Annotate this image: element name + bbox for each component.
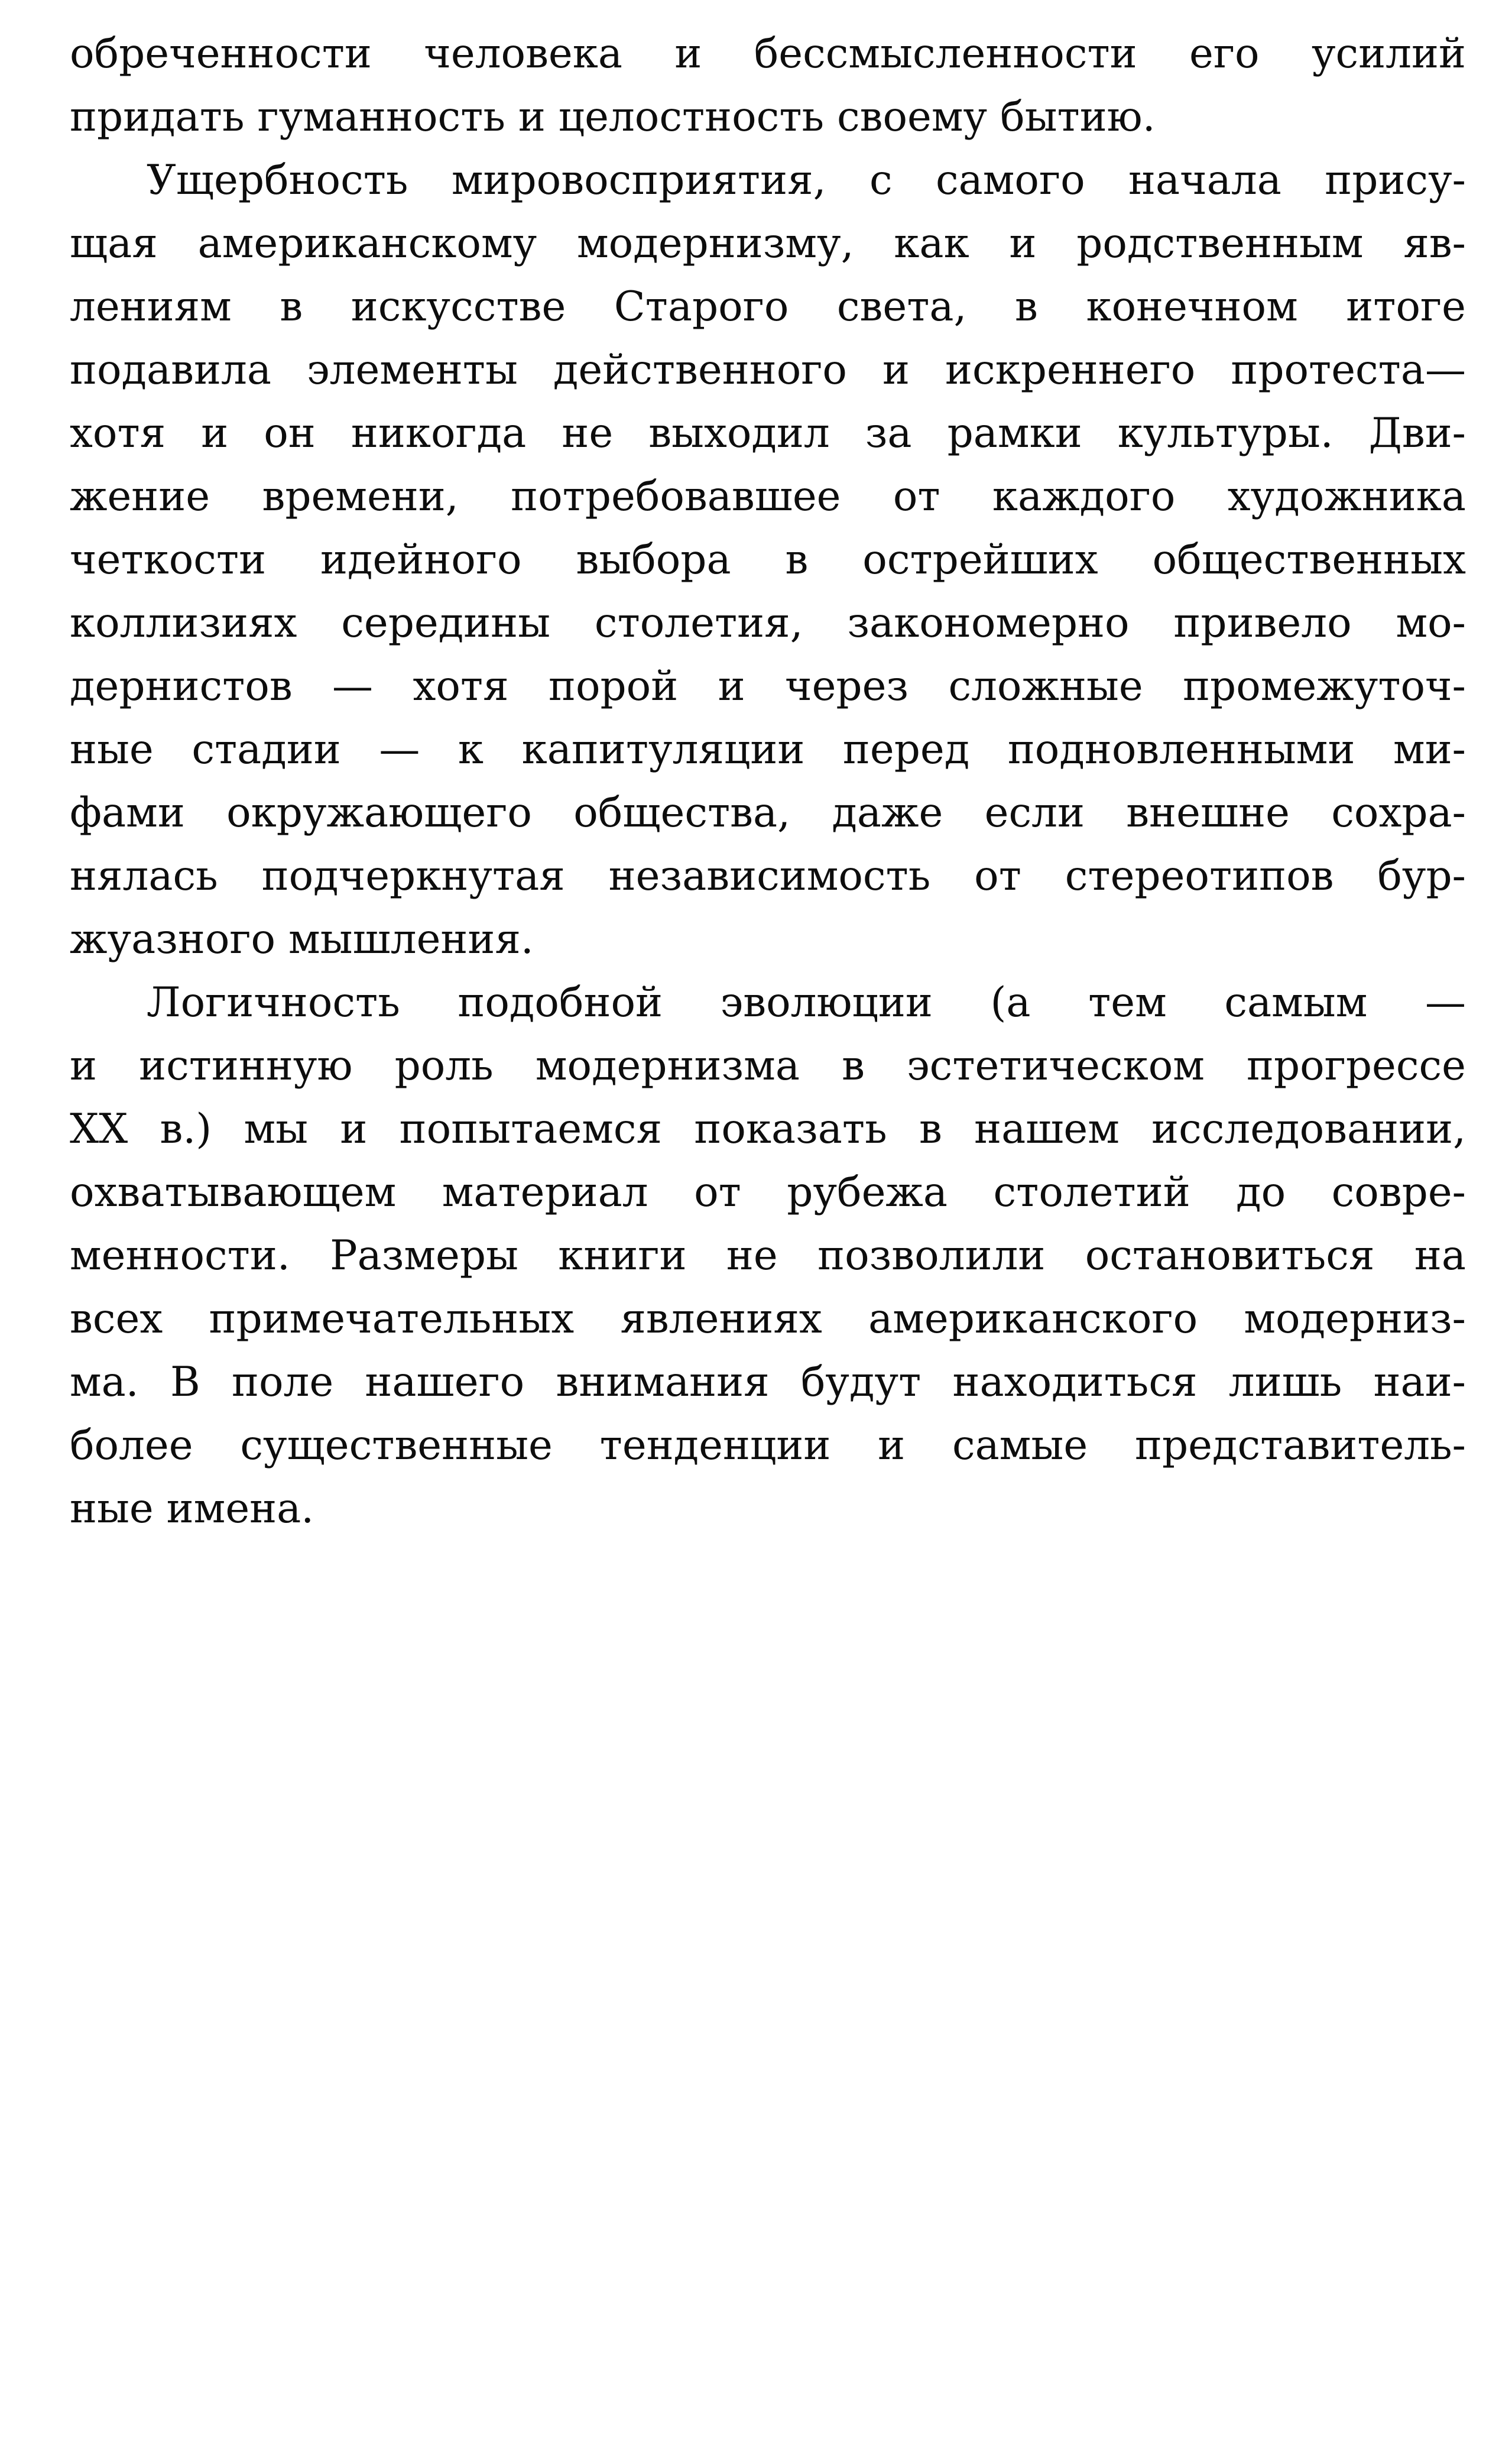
text-line: менности. Размеры книги не позволили остановиться на: [70, 1232, 1466, 1279]
text-line: более существенные тенденции и самые представитель-: [70, 1422, 1466, 1469]
text-line: жуазного мышления.: [70, 916, 534, 963]
text-line: жение времени, потребовавшее от каждого художника: [70, 473, 1466, 520]
text-line: ма. В поле нашего внимания будут находиться лишь наи-: [70, 1359, 1466, 1406]
text-line: Логичность подобной эволюции (а тем самым —: [147, 979, 1466, 1026]
text-line: коллизиях середины столетия, закономерно привело мо-: [70, 599, 1466, 647]
paragraph-1: [70, 22, 1466, 149]
text-line: Ущербность мировосприятия, с самого начала прису-: [147, 157, 1466, 204]
text-line: лениям в искусстве Старого света, в конечном итоге: [70, 283, 1466, 330]
text-line: и истинную роль модернизма в эстетическом прогрессе: [70, 1042, 1466, 1090]
text-line: хотя и он никогда не выходил за рамки культуры. Дви-: [70, 410, 1466, 457]
text-line: придать гуманность и целостность своему бытию.: [70, 93, 1156, 141]
text-line: охватывающем материал от рубежа столетий до совре-: [70, 1169, 1466, 1216]
text-line: ные стадии — к капитуляции перед подновленными ми-: [70, 726, 1466, 773]
text-line: обреченности человека и бессмысленности его усилий: [70, 30, 1466, 77]
text-line: подавила элементы действенного и искреннего протеста—: [70, 346, 1466, 394]
paragraph-2: [70, 149, 1466, 971]
text-line: ные имена.: [70, 1485, 314, 1532]
page-text-block: [70, 22, 1466, 1541]
text-line: нялась подчеркнутая независимость от стереотипов бур-: [70, 853, 1466, 900]
text-line: щая американскому модернизму, как и родственным яв-: [70, 220, 1466, 267]
text-line: дернистов — хотя порой и через сложные промежуточ-: [70, 663, 1466, 710]
text-line: всех примечательных явлениях американского модерниз-: [70, 1295, 1466, 1343]
text-line: XX в.) мы и попытаемся показать в нашем исследовании,: [70, 1106, 1466, 1153]
text-line: четкости идейного выбора в острейших общественных: [70, 536, 1466, 584]
text-line: фами окружающего общества, даже если внешне сохра-: [70, 789, 1466, 837]
paragraph-3: [70, 971, 1466, 1541]
